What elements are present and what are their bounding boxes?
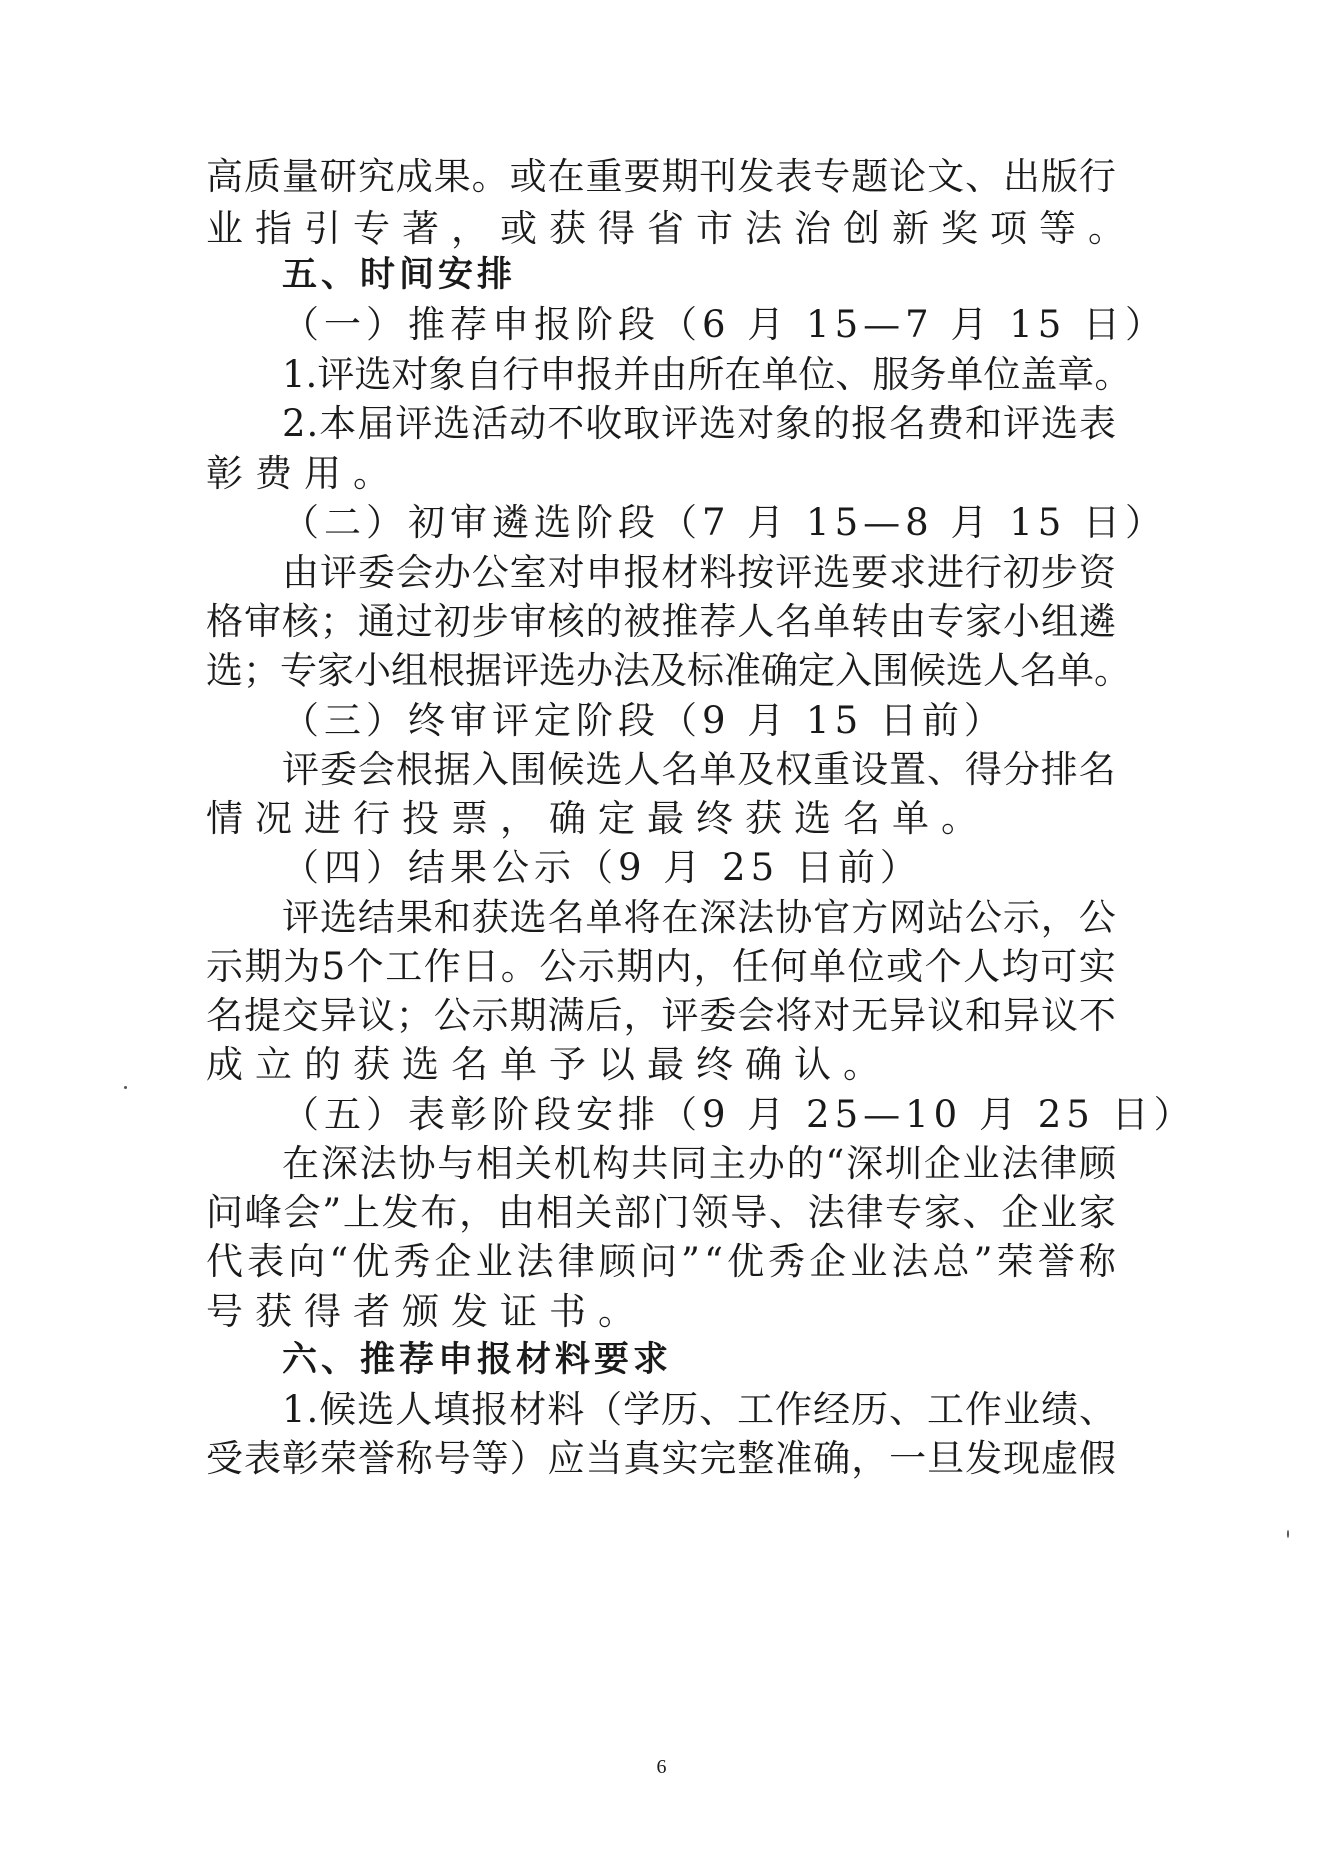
paragraph-line: 由 评 委 会 办 公 室 对 申 报 材 料 按 评 选 要 求 进 行 初 步 资 <box>282 551 1116 594</box>
paragraph-line: 彰费用。 <box>206 452 402 495</box>
page-number: 6 <box>656 1756 667 1778</box>
paragraph-line: 格 审 核 ； 通 过 初 步 审 核 的 被 推 荐 人 名 单 转 由 专 家 小 组 遴 <box>206 600 1116 643</box>
paragraph-line: 在 深 法 协 与 相 关 机 构 共 同 主 办 的 “ 深 圳 企 业 法 律 顾 <box>282 1142 1116 1185</box>
section-heading: 六、推荐申报材料要求 <box>282 1340 673 1380</box>
paragraph-line: 高 质 量 研 究 成 果 。 或 在 重 要 期 刊 发 表 专 题 论 文 、 出 版 行 <box>206 155 1116 198</box>
subsection-title: （二）初审遴选阶段（7 月 15—8 月 15 日） <box>282 501 1168 544</box>
paragraph-line: 1 . 候 选 人 填 报 材 料 （ 学 历 、 工 作 经 历 、 工 作 业 绩 、 <box>282 1388 1116 1431</box>
paragraph-line: 示 期 为 5 个 工 作 日 。 公 示 期 内 ， 任 何 单 位 或 个 人 均 可 实 <box>206 945 1116 988</box>
paragraph-line: 1 . 评 选 对 象 自 行 申 报 并 由 所 在 单 位 、 服 务 单 位 盖 章 。 <box>282 353 1132 396</box>
paragraph-line: 号获得者颁发证书。 <box>206 1290 647 1333</box>
paragraph-line: 成立的获选名单予以最终确认。 <box>206 1043 892 1086</box>
paragraph-line: 代 表 向 “ 优 秀 企 业 法 律 顾 问 ” “ 优 秀 企 业 法 总 ” 荣 誉 称 <box>206 1240 1116 1283</box>
subsection-title: （四）结果公示（9 月 25 日前） <box>282 846 922 889</box>
paragraph-line: 受 表 彰 荣 誉 称 号 等 ） 应 当 真 实 完 整 准 确 ， 一 旦 发 现 虚 假 <box>206 1437 1116 1480</box>
section-heading: 五、时间安排 <box>282 255 517 295</box>
paragraph-line: 评 选 结 果 和 获 选 名 单 将 在 深 法 协 官 方 网 站 公 示 ， 公 <box>282 896 1116 939</box>
scan-speck <box>1287 1530 1289 1538</box>
subsection-title: （三）终审评定阶段（9 月 15 日前） <box>282 699 1006 742</box>
paragraph-line: 选 ； 专 家 小 组 根 据 评 选 办 法 及 标 准 确 定 入 围 候 选 人 名 单 。 <box>206 649 1131 692</box>
scan-speck <box>124 1086 127 1089</box>
paragraph-line: 2 . 本 届 评 选 活 动 不 收 取 评 选 对 象 的 报 名 费 和 评 选 表 <box>282 402 1116 445</box>
paragraph-line: 名 提 交 异 议 ； 公 示 期 满 后 ， 评 委 会 将 对 无 异 议 和 异 议 不 <box>206 994 1116 1037</box>
subsection-title: （一）推荐申报阶段（6 月 15—7 月 15 日） <box>282 303 1168 346</box>
paragraph-line: 情况进行投票，确定最终获选名单。 <box>206 797 990 840</box>
subsection-title: （五）表彰阶段安排（9 月 25—10 月 25 日） <box>282 1093 1196 1136</box>
paragraph-line: 问 峰 会 ” 上 发 布 ， 由 相 关 部 门 领 导 、 法 律 专 家 、 企 业 家 <box>206 1191 1116 1234</box>
paragraph-line: 业指引专著，或获得省市法治创新奖项等。 <box>206 207 1137 250</box>
paragraph-line: 评 委 会 根 据 入 围 候 选 人 名 单 及 权 重 设 置 、 得 分 排 名 <box>282 748 1116 791</box>
